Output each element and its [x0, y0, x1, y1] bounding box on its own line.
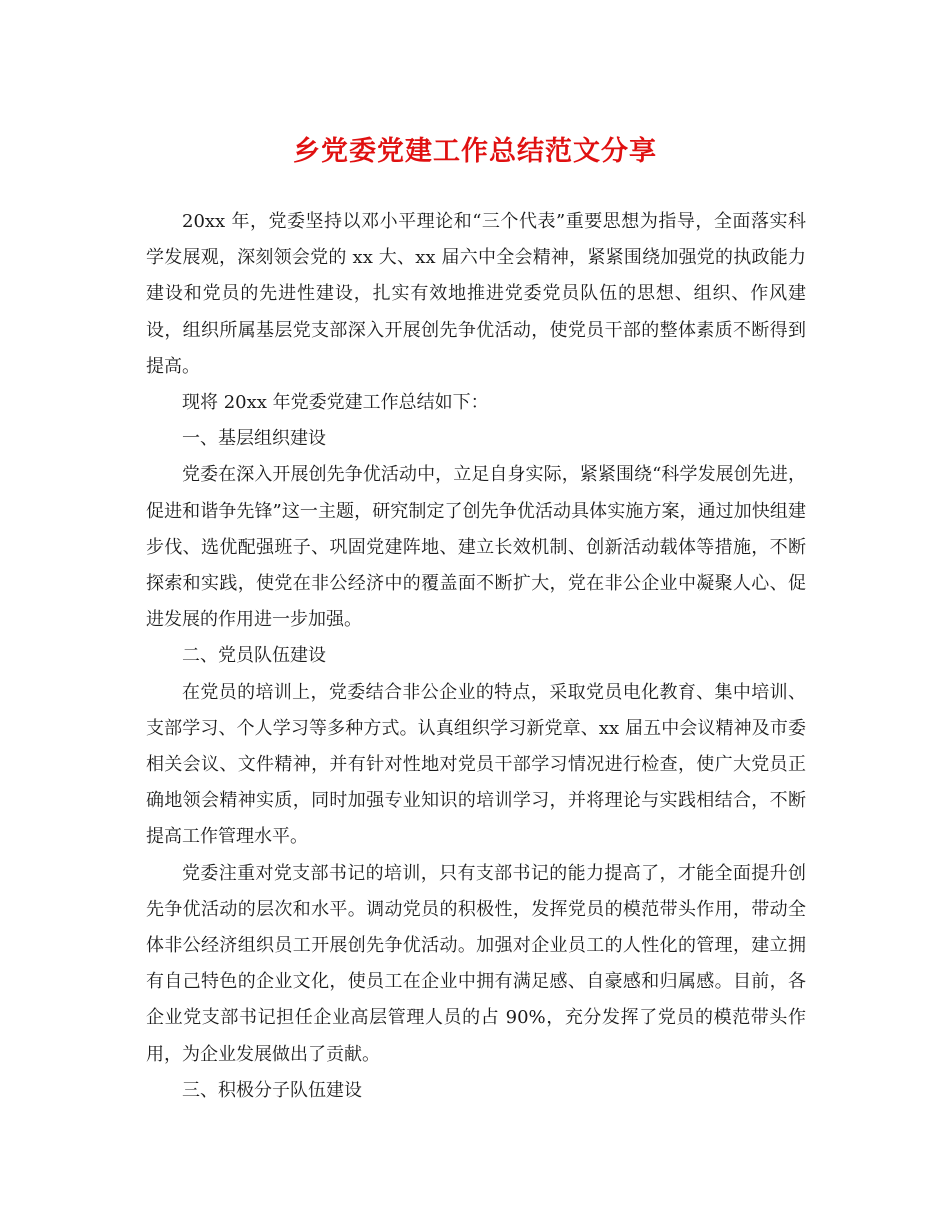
document-title: 乡党委党建工作总结范文分享: [293, 136, 657, 167]
section-heading-1: 一、基层组织建设: [182, 428, 326, 450]
summary-lead-paragraph: 现将 20xx 年党委党建工作总结如下：: [182, 392, 489, 414]
intro-paragraph: 20xx 年，党委坚持以邓小平理论和“三个代表”重要思想为指导，全面落实科学发展观，深刻领会党的 xx 大、xx 届六中全会精神，紧紧围绕加强党的执政能力建设和党员的先进性建设，扎实有效地推进党委党员队伍的思想、组织、作风建设，组织所属基层党支部深入开展创先争优活动，使党员干部的整体素质不断得到提高。: [146, 211, 806, 377]
section-2-paragraph-2: 党委注重对党支部书记的培训，只有支部书记的能力提高了，才能全面提升创先争优活动的层次和水平。调动党员的积极性，发挥党员的模范带头作用，带动全体非公经济组织员工开展创先争优活动。加强对企业员工的人性化的管理，建立拥有自己特色的企业文化，使员工在企业中拥有满足感、自豪感和归属感。目前，各企业党支部书记担任企业高层管理人员的占 90%，充分发挥了党员的模范带头作用，为企业发展做出了贡献。: [146, 862, 806, 1065]
section-heading-2: 二、党员队伍建设: [182, 645, 326, 667]
document-body: [146, 204, 806, 1109]
section-1-paragraph: 党委在深入开展创先争优活动中，立足自身实际，紧紧围绕“科学发展创先进，促进和谐争先锋”这一主题，研究制定了创先争优活动具体实施方案，通过加快组建步伐、选优配强班子、巩固党建阵地、建立长效机制、创新活动载体等措施，不断探索和实践，使党在非公经济中的覆盖面不断扩大，党在非公企业中凝聚人心、促进发展的作用进一步加强。: [146, 464, 806, 631]
section-2-paragraph-1: 在党员的培训上，党委结合非公企业的特点，采取党员电化教育、集中培训、支部学习、个人学习等多种方式。认真组织学习新党章、xx 届五中会议精神及市委相关会议、文件精神，并有针对性地对党员干部学习情况进行检查，使广大党员正确地领会精神实质，同时加强专业知识的培训学习，并将理论与实践相结合，不断提高工作管理水平。: [146, 681, 806, 848]
section-heading-3: 三、积极分子队伍建设: [182, 1079, 362, 1101]
